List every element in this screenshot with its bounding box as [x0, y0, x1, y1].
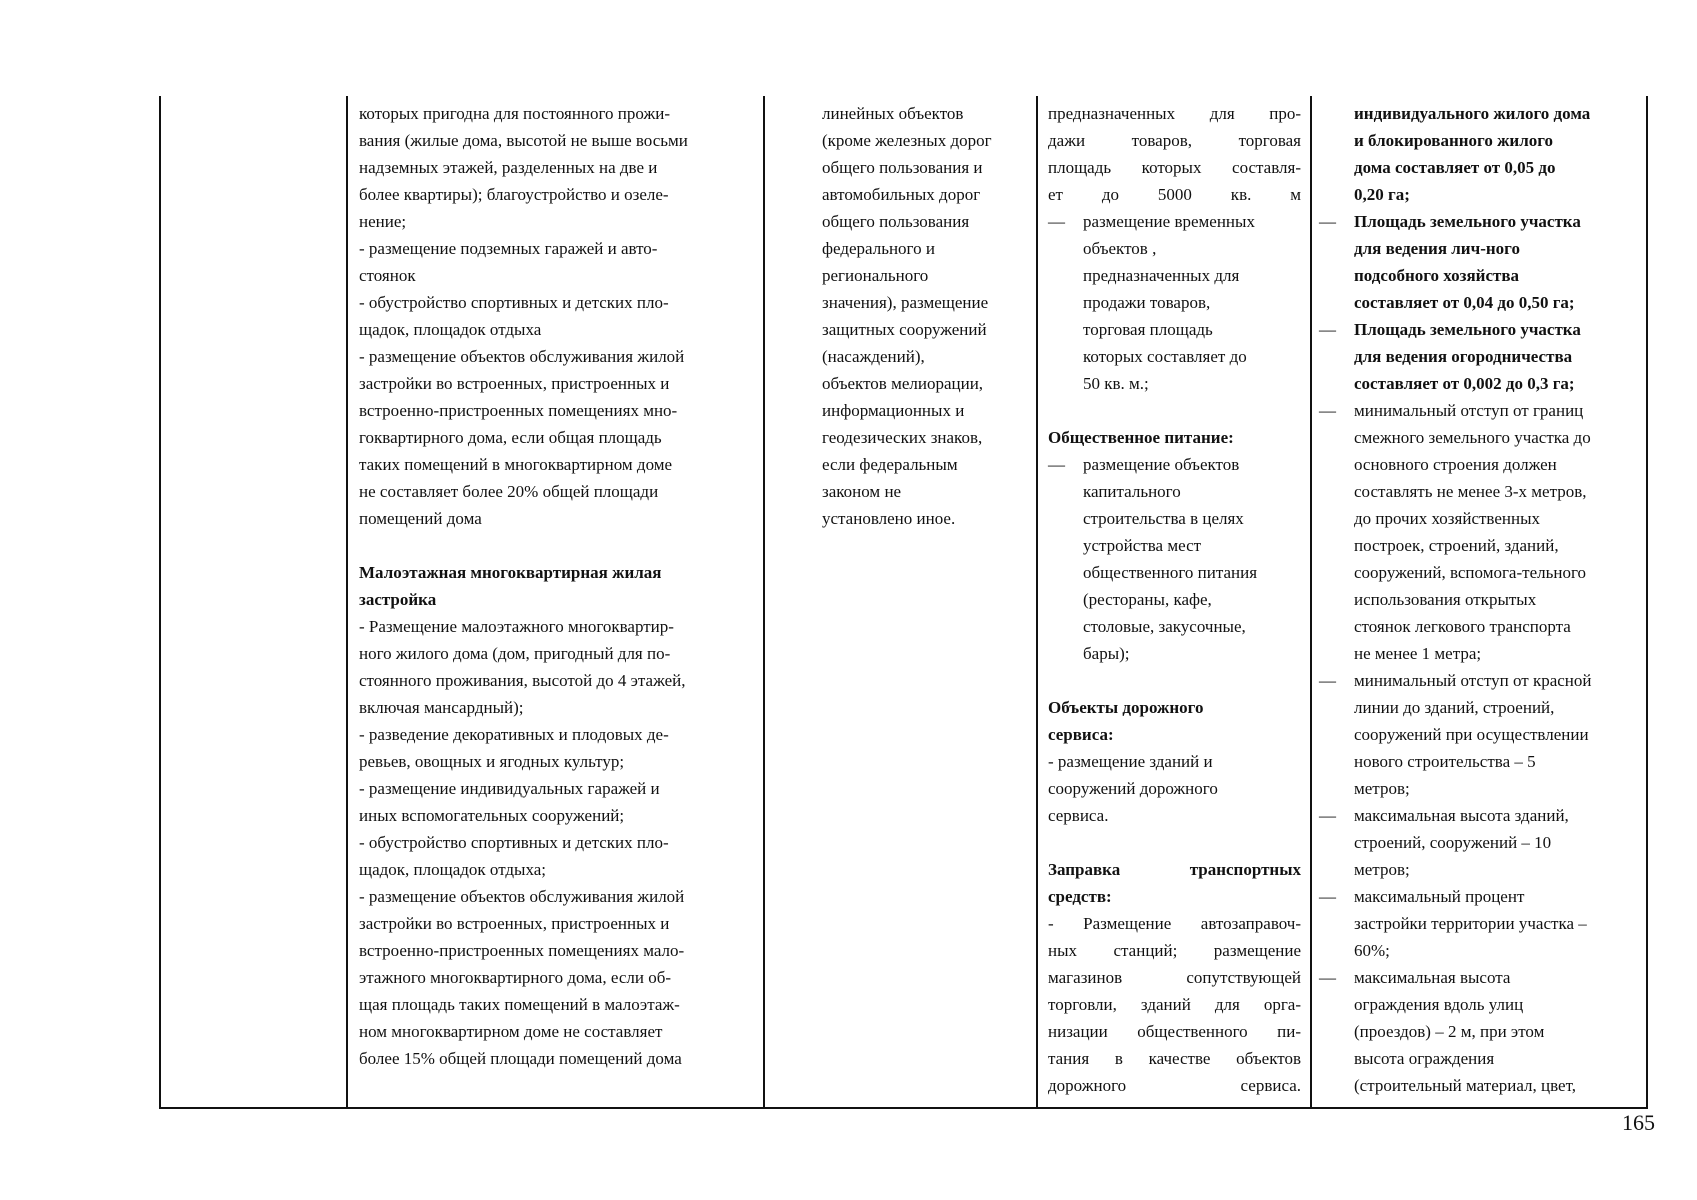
text-line: смежного земельного участка до	[1354, 428, 1591, 447]
section-heading-road-service	[1048, 694, 1301, 748]
plot-size-text	[1319, 100, 1641, 208]
section-heading-fuel	[1048, 856, 1301, 910]
text-line: (кроме железных дорог	[822, 131, 992, 150]
text-line: составляет от 0,002 до 0,3 га;	[1354, 374, 1575, 393]
text-line: капитального	[1083, 482, 1181, 501]
text-line: стоянок легкового транспорта	[1354, 617, 1571, 636]
text-line: высота ограждения	[1354, 1049, 1495, 1068]
heading-line: сервиса:	[1048, 725, 1114, 744]
text-line: ограждения вдоль улиц	[1354, 995, 1524, 1014]
dash-marker: —	[1319, 401, 1336, 420]
text-line: гоквартирного дома, если общая площадь	[359, 428, 662, 447]
text-line: строений, сооружений – 10	[1354, 833, 1552, 852]
heading-line: средств:	[1048, 887, 1112, 906]
text-line: и блокированного жилого	[1354, 131, 1554, 150]
text-line: - размещение зданий и	[1048, 752, 1213, 771]
text-line: размещение объектов	[1083, 455, 1240, 474]
text-line: ных станций; размещение	[1048, 941, 1301, 960]
table-cell-col4	[1048, 100, 1301, 1099]
text-line: торговли, зданий для орга-	[1048, 995, 1301, 1014]
parameter-item	[1319, 667, 1641, 802]
text-line: линейных объектов	[822, 104, 964, 123]
dash-marker: —	[1319, 320, 1336, 339]
text-line: столовые, закусочные,	[1083, 617, 1246, 636]
table-bottom-border	[159, 1107, 1648, 1109]
text-line: щадок, площадок отдыха;	[359, 860, 547, 879]
text-line: общественного питания	[1083, 563, 1258, 582]
dash-marker: —	[1319, 212, 1336, 231]
parameter-item	[1319, 883, 1641, 964]
text-line: нение;	[359, 212, 407, 231]
text-line: сооружений дорожного	[1048, 779, 1218, 798]
text-line: магазинов сопутствующей	[1048, 968, 1301, 987]
text-line: минимальный отступ от границ	[1354, 401, 1584, 420]
text-line: построек, строений, зданий,	[1354, 536, 1559, 555]
text-line: встроенно-пристроенных помещениях мно-	[359, 401, 678, 420]
text-line: - Размещение малоэтажного многоквартир-	[359, 617, 674, 636]
text-line: федерального и	[822, 239, 935, 258]
text-line: - Размещение автозаправоч-	[1048, 914, 1301, 933]
parameter-text	[1354, 667, 1641, 802]
text-line: предназначенных для	[1083, 266, 1240, 285]
parameter-text	[1354, 964, 1641, 1099]
text-line: линии до зданий, строений,	[1354, 698, 1555, 717]
text-line: нового строительства – 5	[1354, 752, 1536, 771]
road-service-text	[1048, 748, 1301, 829]
text-line: общего пользования и	[822, 158, 983, 177]
dash-marker: —	[1048, 455, 1065, 474]
table-divider-1	[346, 96, 348, 1108]
text-line: общего пользования	[822, 212, 970, 231]
text-line: Площадь земельного участка	[1354, 320, 1581, 339]
text-line: защитных сооружений	[822, 320, 987, 339]
permitted-use-text	[359, 100, 757, 532]
text-line: объектов ,	[1083, 239, 1157, 258]
text-line: основного строения должен	[1354, 455, 1557, 474]
text-line: более 15% общей площади помещений дома	[359, 1049, 682, 1068]
text-line: максимальный процент	[1354, 887, 1525, 906]
text-line: встроенно-пристроенных помещениях мало-	[359, 941, 685, 960]
dash-marker: —	[1319, 671, 1336, 690]
text-line: таких помещений в многоквартирном доме	[359, 455, 673, 474]
table-divider-4	[1310, 96, 1312, 1108]
food-text	[1083, 451, 1301, 667]
text-line: (рестораны, кафе,	[1083, 590, 1212, 609]
text-line: 0,20 га;	[1354, 185, 1410, 204]
text-line: бары);	[1083, 644, 1130, 663]
trade-intro-text	[1048, 100, 1301, 208]
text-line: тания в качестве объектов	[1048, 1049, 1301, 1068]
table-divider-3	[1036, 96, 1038, 1108]
text-line: минимальный отступ от красной	[1354, 671, 1592, 690]
text-line: 60%;	[1354, 941, 1390, 960]
temporary-objects-item	[1048, 208, 1301, 397]
text-line: ет до 5000 кв. м	[1048, 185, 1301, 204]
parameter-item	[1319, 397, 1641, 667]
text-line: дажи товаров, торговая	[1048, 131, 1301, 150]
text-line: использования открытых	[1354, 590, 1537, 609]
text-line: метров;	[1354, 779, 1410, 798]
text-line: - обустройство спортивных и детских пло-	[359, 293, 669, 312]
text-line: метров;	[1354, 860, 1410, 879]
temporary-objects-text	[1083, 208, 1301, 397]
text-line: - размещение объектов обслуживания жилой	[359, 887, 685, 906]
text-line: устройства мест	[1083, 536, 1202, 555]
parameter-text	[1354, 316, 1641, 397]
parameter-item	[1319, 316, 1641, 397]
text-line: подсобного хозяйства	[1354, 266, 1520, 285]
text-line: - разведение декоративных и плодовых де-	[359, 725, 669, 744]
text-line: ревьев, овощных и ягодных культур;	[359, 752, 625, 771]
text-line: которых составляет до	[1083, 347, 1247, 366]
text-line: сооружений при осуществлении	[1354, 725, 1589, 744]
page-number: 165	[1622, 1110, 1655, 1135]
text-line: сервиса.	[1048, 806, 1109, 825]
text-line: геодезических знаков,	[822, 428, 983, 447]
table-cell-col2	[359, 100, 757, 1072]
text-line: которых пригодна для постоянного прожи-	[359, 104, 670, 123]
table-cell-col3	[822, 100, 1030, 532]
text-line: объектов мелиорации,	[822, 374, 984, 393]
text-line: включая мансардный);	[359, 698, 524, 717]
parameter-item	[1319, 208, 1641, 316]
table-cell-col5	[1319, 100, 1641, 1099]
text-line: иных вспомогательных сооружений;	[359, 806, 625, 825]
table-divider-2	[763, 96, 765, 1108]
dash-marker: —	[1319, 968, 1336, 987]
text-line: установлено иное.	[822, 509, 956, 528]
text-line: - размещение индивидуальных гаражей и	[359, 779, 660, 798]
text-line: продажи товаров,	[1083, 293, 1211, 312]
dash-marker: —	[1319, 887, 1336, 906]
text-line: вания (жилые дома, высотой не выше восьми	[359, 131, 688, 150]
text-line: до прочих хозяйственных	[1354, 509, 1541, 528]
text-line: - размещение объектов обслуживания жилой	[359, 347, 685, 366]
table-border-right	[1646, 96, 1648, 1108]
heading-line: Заправка транспортных	[1048, 860, 1301, 879]
text-line: законом не	[822, 482, 902, 501]
text-line: ного жилого дома (дом, пригодный для по-	[359, 644, 671, 663]
text-line: Площадь земельного участка	[1354, 212, 1581, 231]
text-line: надземных этажей, разделенных на две и	[359, 158, 658, 177]
text-line: щадок, площадок отдыха	[359, 320, 542, 339]
heading-line: застройка	[359, 590, 437, 609]
text-line: стоянок	[359, 266, 416, 285]
text-line: индивидуального жилого дома	[1354, 104, 1591, 123]
heading-line: Малоэтажная многоквартирная жилая	[359, 563, 662, 582]
text-line: строительства в целях	[1083, 509, 1244, 528]
parameter-text	[1354, 802, 1641, 883]
text-line: составляет от 0,04 до 0,50 га;	[1354, 293, 1575, 312]
text-line: максимальная высота зданий,	[1354, 806, 1569, 825]
text-line: не менее 1 метра;	[1354, 644, 1482, 663]
text-line: - обустройство спортивных и детских пло-	[359, 833, 669, 852]
text-line: автомобильных дорог	[822, 185, 981, 204]
parameters-list	[1319, 208, 1641, 1099]
text-line: этажного многоквартирного дома, если об-	[359, 968, 672, 987]
text-line: - размещение подземных гаражей и авто-	[359, 239, 658, 258]
text-line: застройки во встроенных, пристроенных и	[359, 374, 670, 393]
text-line: площадь которых составля-	[1048, 158, 1301, 177]
text-line: для ведения лич-ного	[1354, 239, 1520, 258]
text-line: если федеральным	[822, 455, 958, 474]
text-line: 50 кв. м.;	[1083, 374, 1149, 393]
parameter-text	[1354, 397, 1641, 667]
text-line: (строительный материал, цвет,	[1354, 1076, 1576, 1095]
text-line: информационных и	[822, 401, 965, 420]
table-border-left	[159, 96, 161, 1108]
text-line: (насаждений),	[822, 347, 925, 366]
text-line: застройки во встроенных, пристроенных и	[359, 914, 670, 933]
text-line: для ведения огородничества	[1354, 347, 1573, 366]
section-heading-low-rise	[359, 559, 757, 613]
text-line: дорожного сервиса.	[1048, 1076, 1301, 1095]
dash-marker: —	[1048, 212, 1065, 231]
section-heading-food: Общественное питание:	[1048, 428, 1234, 447]
parameter-text	[1354, 883, 1641, 964]
text-line: сооружений, вспомога-тельного	[1354, 563, 1586, 582]
text-line: низации общественного пи-	[1048, 1022, 1301, 1041]
text-line: торговая площадь	[1083, 320, 1213, 339]
text-line: максимальная высота	[1354, 968, 1511, 987]
text-line: составлять не менее 3-х метров,	[1354, 482, 1587, 501]
text-line: более квартиры); благоустройство и озеле-	[359, 185, 669, 204]
fuel-text	[1048, 910, 1301, 1099]
conditional-use-text	[822, 100, 1030, 532]
text-line: регионального	[822, 266, 929, 285]
text-line: застройки территории участка –	[1354, 914, 1587, 933]
heading-line: Объекты дорожного	[1048, 698, 1204, 717]
text-line: значения), размещение	[822, 293, 989, 312]
text-line: дома составляет от 0,05 до	[1354, 158, 1556, 177]
parameter-item	[1319, 802, 1641, 883]
parameter-item	[1319, 964, 1641, 1099]
low-rise-use-text	[359, 613, 757, 1072]
text-line: (проездов) – 2 м, при этом	[1354, 1022, 1545, 1041]
parameter-text	[1354, 208, 1641, 316]
text-line: предназначенных для про-	[1048, 104, 1301, 123]
food-item	[1048, 451, 1301, 667]
text-line: помещений дома	[359, 509, 482, 528]
text-line: не составляет более 20% общей площади	[359, 482, 659, 501]
text-line: ном многоквартирном доме не составляет	[359, 1022, 663, 1041]
dash-marker: —	[1319, 806, 1336, 825]
text-line: размещение временных	[1083, 212, 1255, 231]
text-line: щая площадь таких помещений в малоэтаж-	[359, 995, 680, 1014]
text-line: стоянного проживания, высотой до 4 этажей,	[359, 671, 686, 690]
